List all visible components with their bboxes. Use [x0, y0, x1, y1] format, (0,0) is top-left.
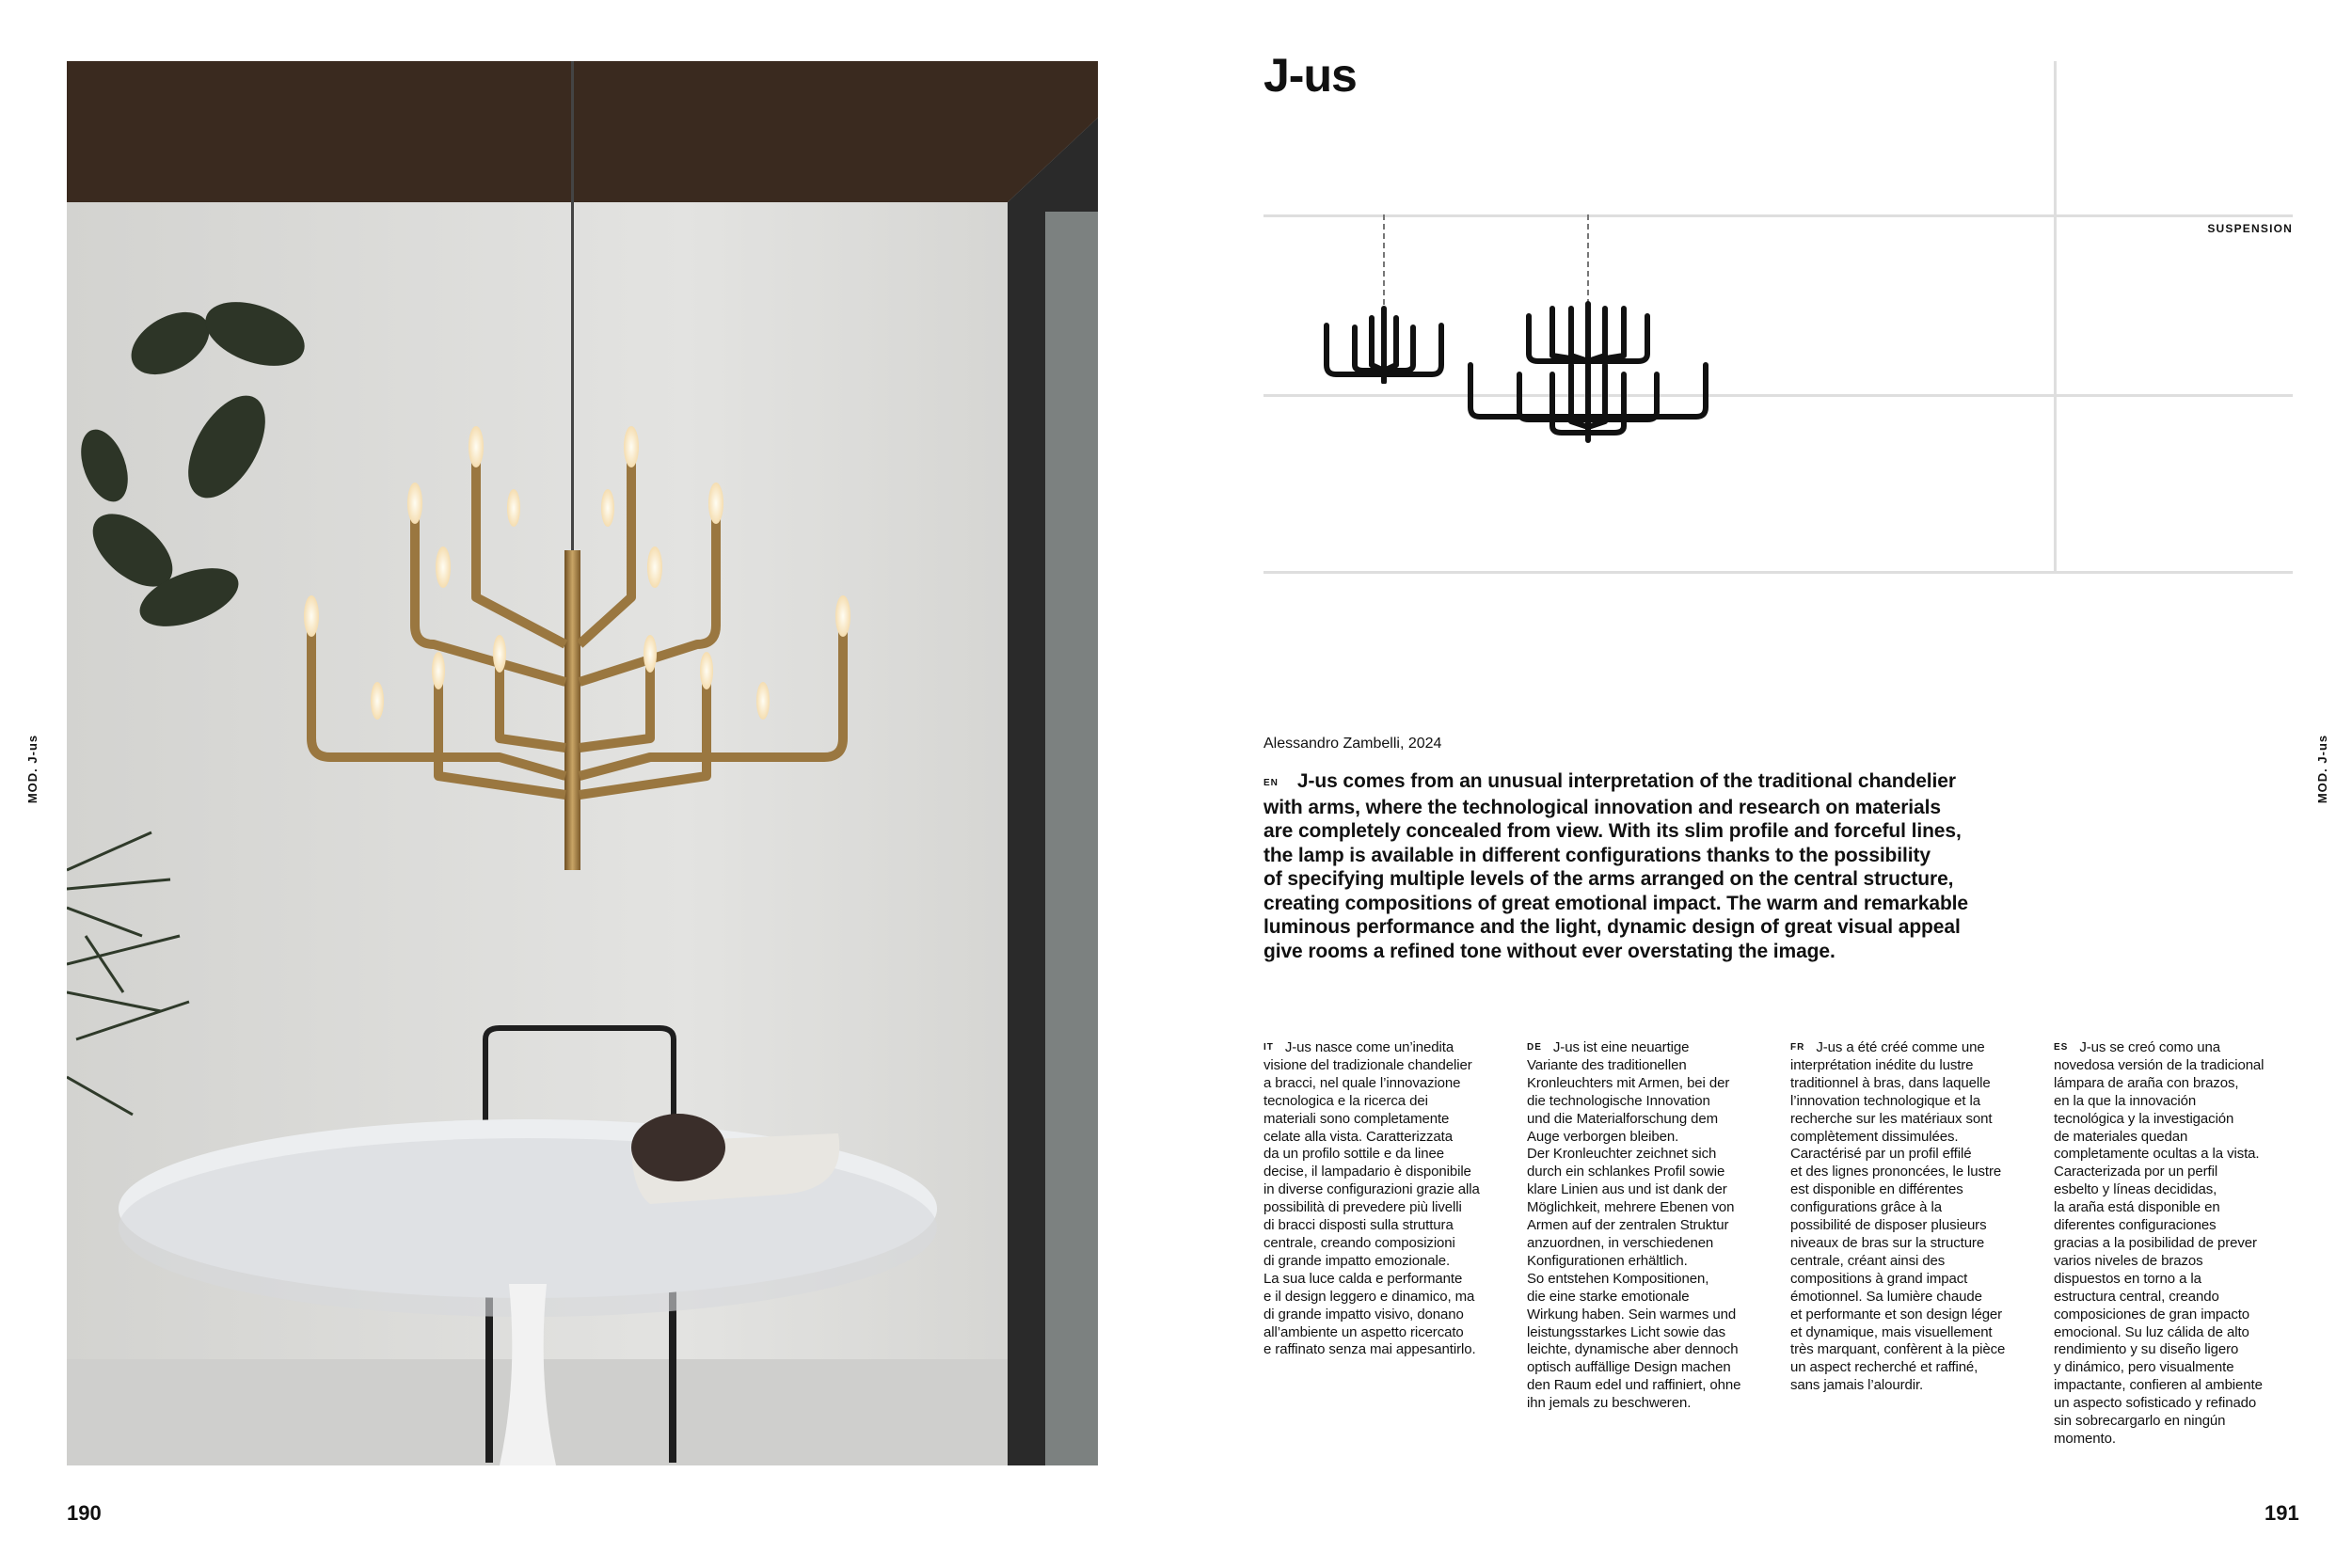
en-line: luminous performance and the light, dynamic design of great visual appeal [1263, 916, 1961, 938]
lang-code-en: EN [1263, 778, 1279, 788]
column-text: rendimiento y su diseño ligero [2054, 1341, 2239, 1358]
column-text: materiali sono completamente [1263, 1110, 1450, 1127]
column-line [2054, 1075, 2296, 1093]
column-line [1527, 1057, 1770, 1075]
column-text: niveaux de bras sur la structure [1790, 1234, 1985, 1251]
column-line [1263, 1199, 1506, 1217]
column-line [2054, 1146, 2296, 1164]
column-line [2054, 1199, 2296, 1217]
column-line [2054, 1039, 2296, 1057]
column-line [1527, 1199, 1770, 1217]
column-text: l’innovation technologique et la [1790, 1092, 1980, 1109]
chandelier-single-tier-icon [1317, 214, 1449, 388]
column-line [1790, 1341, 2033, 1359]
en-line: the lamp is available in different configurations thanks to the possibility [1263, 844, 1931, 866]
column-line [1263, 1253, 1506, 1271]
column-text: impactante, confieren al ambiente [2054, 1377, 2263, 1394]
column-line [1527, 1307, 1770, 1324]
column-text: très marquant, confèrent à la pièce [1790, 1341, 2006, 1358]
column-text: optisch auffällige Design machen [1527, 1359, 1731, 1376]
column-line [2054, 1413, 2296, 1431]
column-text: gracias a la posibilidad de prever [2054, 1234, 2257, 1251]
column-line [1263, 1129, 1506, 1147]
column-line [1790, 1129, 2033, 1147]
column-line [2054, 1235, 2296, 1253]
column-text: die technologische Innovation [1527, 1092, 1710, 1109]
column-line [1527, 1271, 1770, 1289]
column-line [1527, 1395, 1770, 1413]
column-line [1527, 1164, 1770, 1181]
column-line [1263, 1289, 1506, 1307]
lang-code: FR [1790, 1042, 1805, 1053]
column-line [2054, 1324, 2296, 1342]
en-line: with arms, where the technological innovation and research on materials [1263, 796, 1941, 818]
chandelier-multi-tier-icon [1463, 214, 1717, 450]
grid-rule [1263, 571, 2293, 574]
column-line [1790, 1253, 2033, 1271]
column-line [1263, 1111, 1506, 1129]
column-text: centrale, créant ainsi des [1790, 1252, 1946, 1269]
column-line [1790, 1377, 2033, 1395]
column-line [1790, 1271, 2033, 1289]
column-line [1790, 1217, 2033, 1235]
column-line [2054, 1253, 2296, 1271]
column-text: de materiales quedan [2054, 1128, 2188, 1145]
column-text: Caracterizada por un perfil [2054, 1164, 2218, 1180]
column-line [1790, 1289, 2033, 1307]
column-text: La sua luce calda e performante [1263, 1270, 1463, 1287]
column-line [1263, 1093, 1506, 1111]
column-text: diferentes configuraciones [2054, 1217, 2217, 1234]
column-text: Kronleuchters mit Armen, bei der [1527, 1074, 1730, 1091]
column-line [1527, 1093, 1770, 1111]
column-line [1263, 1341, 1506, 1359]
column-line [1527, 1039, 1770, 1057]
column-line [1263, 1075, 1506, 1093]
column-text: varios niveles de brazos [2054, 1252, 2203, 1269]
column-text: Wirkung haben. Sein warmes und [1527, 1306, 1737, 1323]
column-line [1790, 1057, 2033, 1075]
column-text: all’ambiente un aspetto ricercato [1263, 1323, 1464, 1340]
column-text: interprétation inédite du lustre [1790, 1056, 1974, 1073]
en-line: J-us comes from an unusual interpretation of the traditional chandelier [1296, 770, 1956, 792]
column-text: y dinámico, pero visualmente [2054, 1359, 2234, 1376]
lang-code: ES [2054, 1042, 2069, 1053]
column-line [2054, 1057, 2296, 1075]
column-text: ihn jemals zu beschweren. [1527, 1395, 1692, 1412]
column-line [2054, 1129, 2296, 1147]
page-number-right: 191 [2265, 1501, 2299, 1525]
column-line [1527, 1235, 1770, 1253]
column-text: estructura central, creando [2054, 1288, 2219, 1305]
column-text: di bracci disposti sulla struttura [1263, 1217, 1454, 1234]
column-line [2054, 1181, 2296, 1199]
column-line [2054, 1395, 2296, 1413]
column-line [1790, 1093, 2033, 1111]
column-text: So entstehen Kompositionen, [1527, 1270, 1709, 1287]
column-text: est disponible en différentes [1790, 1181, 1963, 1198]
column-line [2054, 1341, 2296, 1359]
column-text: Armen auf der zentralen Struktur [1527, 1217, 1729, 1234]
column-text: Der Kronleuchter zeichnet sich [1527, 1146, 1717, 1163]
grid-rule [2054, 61, 2057, 574]
column-line [1527, 1129, 1770, 1147]
column-line [1790, 1359, 2033, 1377]
column-text: J-us a été créé comme une [1816, 1039, 1985, 1055]
column-text: un aspect recherché et raffiné, [1790, 1359, 1979, 1376]
column-line [1527, 1289, 1770, 1307]
column-line [2054, 1111, 2296, 1129]
column-text: compositions à grand impact [1790, 1270, 1968, 1287]
column-line [1527, 1253, 1770, 1271]
column-text: durch ein schlankes Profil sowie [1527, 1164, 1725, 1180]
chandelier-photo [67, 61, 1098, 1465]
side-label-right: MOD. J-us [2315, 734, 2330, 804]
en-line: are completely concealed from view. With its slim profile and forceful lines, [1263, 820, 1962, 842]
column-line [1790, 1111, 2033, 1129]
column-line [1790, 1181, 2033, 1199]
column-line [1263, 1307, 1506, 1324]
description-es [2054, 1039, 2296, 1449]
column-text: J-us ist eine neuartige [1552, 1039, 1690, 1055]
column-text: den Raum edel und raffiniert, ohne [1527, 1377, 1741, 1394]
column-line [1263, 1039, 1506, 1057]
column-line [1790, 1235, 2033, 1253]
column-line [1263, 1057, 1506, 1075]
column-line [1790, 1307, 2033, 1324]
column-line [1263, 1181, 1506, 1199]
column-text: et dynamique, mais visuellement [1790, 1323, 1993, 1340]
column-text: tecnologica e la ricerca dei [1263, 1092, 1428, 1109]
column-text: configurations grâce à la [1790, 1199, 1942, 1216]
column-text: sin sobrecargarlo en ningún [2054, 1413, 2226, 1430]
designer-credit: Alessandro Zambelli, 2024 [1263, 736, 1442, 752]
column-text: traditionnel à bras, dans laquelle [1790, 1074, 1991, 1091]
lang-code: IT [1263, 1042, 1274, 1053]
side-label-left: MOD. J-us [25, 734, 40, 804]
column-line [2054, 1307, 2296, 1324]
en-line: give rooms a refined tone without ever overstating the image. [1263, 940, 1836, 962]
column-line [1790, 1164, 2033, 1181]
category-label: SUSPENSION [2207, 222, 2293, 235]
column-text: centrale, creando composizioni [1263, 1234, 1455, 1251]
en-line: of specifying multiple levels of the arms arranged on the central structure, [1263, 868, 1954, 890]
column-text: e raffinato senza mai appesantirlo. [1263, 1341, 1476, 1358]
column-line [1263, 1324, 1506, 1342]
column-text: et des lignes prononcées, le lustre [1790, 1164, 2002, 1180]
column-text: in diverse configurazioni grazie alla [1263, 1181, 1480, 1198]
column-line [2054, 1093, 2296, 1111]
column-text: Konfigurationen erhältlich. [1527, 1252, 1688, 1269]
column-text: Variante des traditionellen [1527, 1056, 1687, 1073]
column-line [1527, 1181, 1770, 1199]
column-text: un aspecto sofisticado y refinado [2054, 1395, 2257, 1412]
column-text: anzuordnen, in verschiedenen [1527, 1234, 1714, 1251]
grid-rule [1263, 394, 2293, 397]
column-line [1527, 1146, 1770, 1164]
column-text: leistungsstarkes Licht sowie das [1527, 1323, 1726, 1340]
column-line [1790, 1324, 2033, 1342]
description-en [1263, 769, 2035, 963]
column-line [1263, 1146, 1506, 1164]
column-text: di grande impatto emozionale. [1263, 1252, 1451, 1269]
column-text: émotionnel. Sa lumière chaude [1790, 1288, 1982, 1305]
column-text: die eine starke emotionale [1527, 1288, 1690, 1305]
column-text: J-us se creó como una [2079, 1039, 2220, 1055]
column-line [2054, 1217, 2296, 1235]
column-line [1790, 1199, 2033, 1217]
column-text: Auge verborgen bleiben. [1527, 1128, 1679, 1145]
column-line [1527, 1217, 1770, 1235]
column-text: novedosa versión de la tradicional [2054, 1056, 2265, 1073]
column-text: sans jamais l’alourdir. [1790, 1377, 1924, 1394]
column-line [1263, 1164, 1506, 1181]
column-text: momento. [2054, 1430, 2116, 1447]
column-line [1527, 1324, 1770, 1342]
column-text: klare Linien aus und ist dank der [1527, 1181, 1727, 1198]
description-fr [1790, 1039, 2033, 1395]
column-text: emocional. Su luz cálida de alto [2054, 1323, 2249, 1340]
column-line [1790, 1075, 2033, 1093]
column-line [2054, 1431, 2296, 1449]
column-line [1790, 1039, 2033, 1057]
column-line [2054, 1289, 2296, 1307]
column-text: esbelto y líneas decididas, [2054, 1181, 2217, 1198]
column-text: e il design leggero e dinamico, ma [1263, 1288, 1475, 1305]
column-line [1527, 1341, 1770, 1359]
column-text: recherche sur les matériaux sont [1790, 1110, 1993, 1127]
column-line [2054, 1164, 2296, 1181]
column-text: a bracci, nel quale l’innovazione [1263, 1074, 1461, 1091]
column-line [1527, 1377, 1770, 1395]
description-de [1527, 1039, 1770, 1413]
column-text: la araña está disponible en [2054, 1199, 2220, 1216]
column-text: leichte, dynamische aber dennoch [1527, 1341, 1739, 1358]
column-text: di grande impatto visivo, donano [1263, 1306, 1464, 1323]
column-text: completamente ocultas a la vista. [2054, 1146, 2260, 1163]
column-text: J-us nasce come un’inedita [1284, 1039, 1454, 1055]
column-text: possibilità di prevedere più livelli [1263, 1199, 1462, 1216]
column-text: tecnológica y la investigación [2054, 1110, 2234, 1127]
column-text: en la que la innovación [2054, 1092, 2197, 1109]
column-line [1790, 1146, 2033, 1164]
column-line [1527, 1075, 1770, 1093]
column-line [1263, 1235, 1506, 1253]
column-text: visione del tradizionale chandelier [1263, 1056, 1472, 1073]
page-number-left: 190 [67, 1501, 102, 1525]
column-text: et performante et son design léger [1790, 1306, 2003, 1323]
column-line [1263, 1271, 1506, 1289]
column-line [2054, 1377, 2296, 1395]
product-title: J-us [1263, 49, 1357, 102]
column-text: composiciones de gran impacto [2054, 1306, 2250, 1323]
column-text: Möglichkeit, mehrere Ebenen von [1527, 1199, 1735, 1216]
column-line [2054, 1271, 2296, 1289]
lang-code: DE [1527, 1042, 1542, 1053]
column-text: Caractérisé par un profil effilé [1790, 1146, 1972, 1163]
column-line [1527, 1111, 1770, 1129]
column-line [1527, 1359, 1770, 1377]
column-text: possibilité de disposer plusieurs [1790, 1217, 1987, 1234]
column-text: lámpara de araña con brazos, [2054, 1074, 2239, 1091]
column-text: und die Materialforschung dem [1527, 1110, 1719, 1127]
column-text: da un profilo sottile e da linee [1263, 1146, 1444, 1163]
column-text: celate alla vista. Caratterizzata [1263, 1128, 1453, 1145]
en-line: creating compositions of great emotional impact. The warm and remarkable [1263, 892, 1968, 914]
column-text: decise, il lampadario è disponibile [1263, 1164, 1471, 1180]
column-line [2054, 1359, 2296, 1377]
column-text: complètement dissimulées. [1790, 1128, 1959, 1145]
column-line [1263, 1217, 1506, 1235]
column-text: dispuestos en torno a la [2054, 1270, 2201, 1287]
description-it [1263, 1039, 1506, 1359]
